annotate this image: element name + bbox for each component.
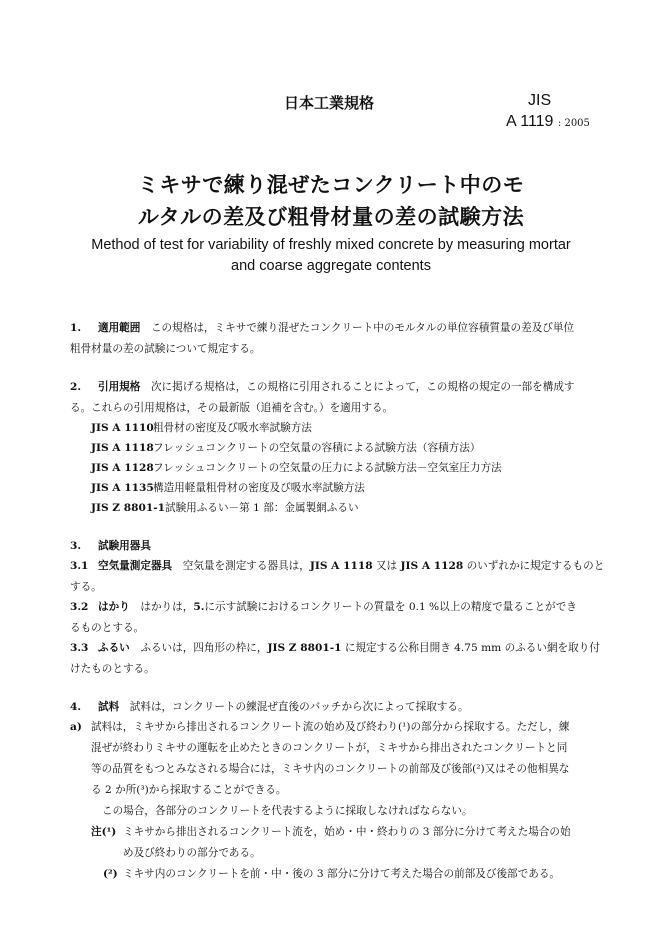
ref-item: [91, 458, 502, 479]
section-1-line1: [70, 318, 574, 339]
section-2-heading: 引用規格: [98, 381, 141, 393]
ref-title: 試験用ふるい－第 1 部：金属製網ふるい: [165, 502, 359, 514]
section-3-2-line1: [70, 597, 577, 618]
ref-title: 構造用軽量粗骨材の密度及び吸水率試験方法: [153, 482, 365, 494]
note-1-line2: め及び終わりの部分である。: [123, 847, 261, 859]
ref-item: [91, 498, 359, 519]
section-2-line2: る。これらの引用規格は，その最新版（追補を含む。）を適用する。: [70, 402, 394, 414]
note-1-label: 注(¹): [91, 826, 117, 838]
section-3-number: 3.: [70, 540, 82, 552]
section-2-number: 2.: [70, 381, 82, 393]
ref-code-inline: JIS Z 8801-1: [267, 642, 342, 654]
title-ja-line2: ルタルの差及び粗骨材量の差の試験方法: [137, 205, 525, 229]
section-3-2-heading: はかり: [98, 601, 130, 613]
section-3-2-text: はかりは，: [140, 601, 194, 613]
section-4-line1: [70, 697, 469, 718]
section-3-3-heading: ふるい: [98, 642, 130, 654]
section-3-3-text: ふるいは，四角形の枠に，: [140, 642, 268, 654]
ref-code: JIS Z 8801-1: [91, 502, 165, 514]
ref-item: [91, 478, 365, 499]
section-3-1-text: 又は: [372, 560, 401, 572]
ref-code: JIS A 1118: [91, 442, 154, 454]
section-2-line1: [70, 377, 575, 398]
section-ref-inline: 5.: [193, 601, 205, 613]
section-4-heading: 試料: [98, 701, 120, 713]
section-3-1-number: 3.1: [70, 560, 89, 572]
title-en-line2: and coarse aggregate contents: [231, 258, 431, 274]
section-3-1-text: 空気量を測定する器具は，: [182, 560, 310, 572]
section-4-number: 4.: [70, 701, 82, 713]
item-a-line1: 試料は，ミキサから排出されるコンクリート流の始め及び終わり(¹)の部分から採取する。ただし，練: [91, 721, 570, 733]
item-a-line3: 等の品質をもつとみなされる場合には，ミキサ内のコンクリートの前部及び後部(²)又はその他相異な: [91, 763, 570, 775]
ref-title: フレッシュコンクリートの空気量の容積による試験方法（容積方法）: [153, 442, 481, 454]
section-3-1-line2: する。: [70, 581, 102, 593]
standard-code: A 1119: [506, 113, 554, 130]
section-3-3-line1: [70, 638, 600, 659]
note-2-label: (²): [103, 868, 118, 880]
note-2-text: ミキサ内のコンクリートを前・中・後の 3 部分に分けて考えた場合の前部及び後部である。: [123, 868, 561, 880]
section-3-1-text: のいずれかに規定するものと: [463, 560, 605, 572]
section-3-3-line2: けたものとする。: [70, 663, 155, 675]
section-1-number: 1.: [70, 322, 82, 334]
title-en-line1: Method of test for variability of freshly mixed concrete by measuring mortar: [91, 237, 571, 253]
ref-code: JIS A 1135: [91, 482, 154, 494]
ref-code: JIS A 1110: [91, 422, 154, 434]
section-1-line2: 粗骨材量の差の試験について規定する。: [70, 343, 261, 355]
ref-title: フレッシュコンクリートの空気量の圧力による試験方法－空気室圧力方法: [153, 462, 502, 474]
standard-year: : 2005: [557, 118, 590, 129]
ref-code: JIS A 1128: [91, 462, 154, 474]
section-3-2-line2: るものとする。: [70, 622, 145, 634]
section-3-2-number: 3.2: [70, 601, 89, 613]
section-3-3-text: に規定する公称目開き 4.75 mm のふるい網を取り付: [341, 642, 600, 654]
item-a-line4: る 2 か所(³)から採取することができる。: [91, 784, 287, 796]
item-a-line2: 混ぜが終わりミキサの運転を止めたときのコンクリートが，ミキサから排出されたコンクリートと同: [91, 742, 568, 754]
section-3-1-line1: [70, 556, 604, 577]
title-ja-line1: ミキサで練り混ぜたコンクリート中のモ: [137, 173, 525, 197]
section-3-2-text: に示す試験におけるコンクリートの質量を 0.1 %以上の精度で量ることができ: [204, 601, 577, 613]
standard-org-label: 日本工業規格: [284, 94, 375, 112]
section-3-heading-line: [70, 536, 151, 557]
jis-label: JIS: [528, 92, 552, 109]
section-2-text1: 次に掲げる規格は，この規格に引用されることによって，この規格の規定の一部を構成す: [150, 381, 575, 393]
ref-item: [91, 438, 480, 459]
ref-code-inline: JIS A 1128: [400, 560, 464, 572]
ref-code-inline: JIS A 1118: [309, 560, 373, 572]
ref-title: 粗骨材の密度及び吸水率試験方法: [153, 422, 312, 434]
section-4-text1: 試料は，コンクリートの練混ぜ直後のバッチから次によって採取する。: [129, 701, 469, 713]
section-3-heading: 試験用器具: [98, 540, 151, 552]
section-1-heading: 適用範囲: [98, 322, 141, 334]
item-a-line5: この場合，各部分のコンクリートを代表するように採取しなければならない。: [102, 805, 473, 817]
section-3-3-number: 3.3: [70, 642, 89, 654]
section-3-1-heading: 空気量測定器具: [98, 560, 173, 572]
note-1-line1: ミキサから排出されるコンクリート流を，始め・中・終わりの 3 部分に分けて考えた場合の始: [123, 826, 571, 838]
standard-number: [506, 113, 590, 131]
ref-item: [91, 418, 312, 439]
section-1-text1: この規格は，ミキサで練り混ぜたコンクリート中のモルタルの単位容積質量の差及び単位: [150, 322, 575, 334]
item-a-label: a): [70, 721, 82, 733]
